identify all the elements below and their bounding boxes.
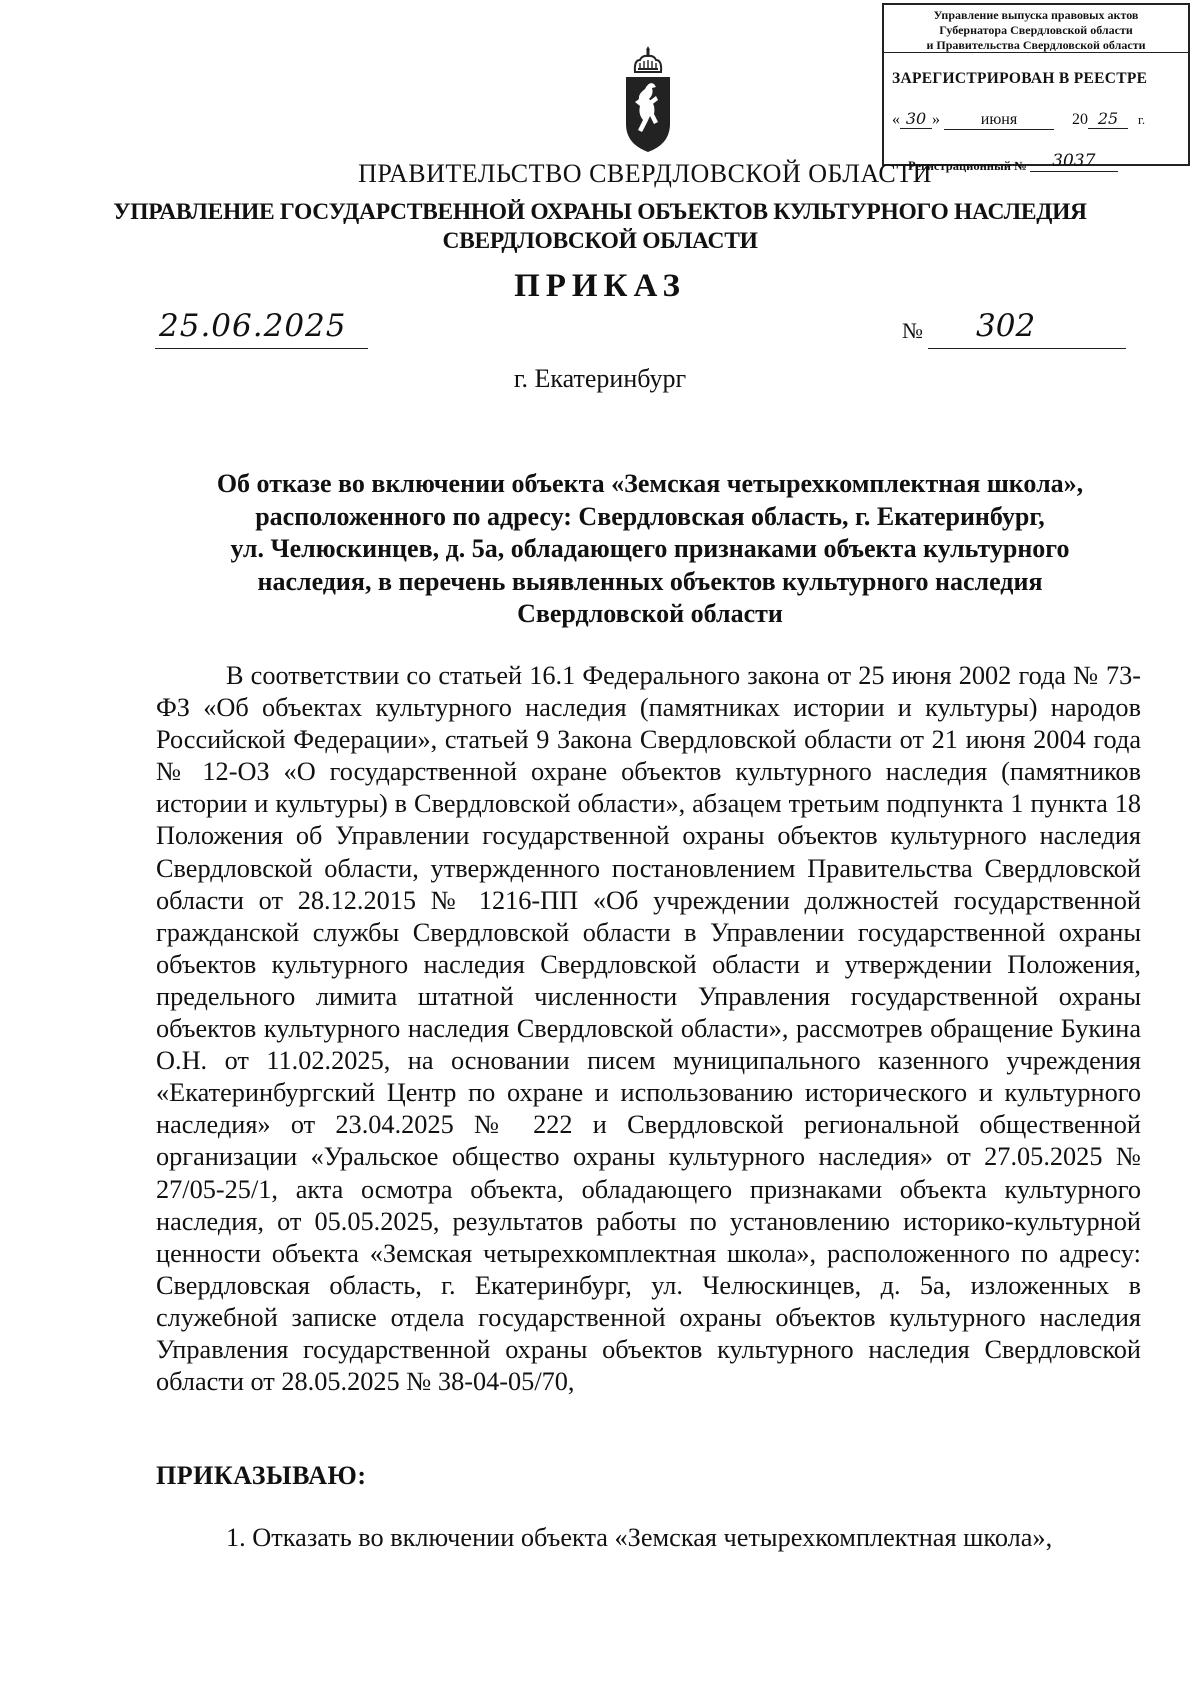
order-title-line: Свердловской области [517,599,783,628]
order-city: г. Екатеринбург [513,364,687,393]
order-title-line: наследия, в перечень выявленных объектов культурного наследия [257,566,1043,596]
order-title-line: ул. Челюскинцев, д. 5а, обладающего признаками объекта культурного [230,534,1070,563]
document-type: ПРИКАЗ [514,268,686,304]
registration-stamp [882,3,1190,173]
department-name-line-1: УПРАВЛЕНИЕ ГОСУДАРСТВЕННОЙ ОХРАНЫ ОБЪЕКТОВ КУЛЬТУРНОГО НАСЛЕДИЯ [113,199,1087,225]
stamp-year-abbr: г. [1138,112,1146,127]
stamp-registered-label: ЗАРЕГИСТРИРОВАН В РЕЕСТРЕ [892,70,1148,87]
preamble-paragraph: В соответствии со статьей 16.1 Федерального закона от 25 июня 2002 года № 73-ФЗ «Об объектах культурного наследия (памятниках истории и культуры) народов Российской Федерации», статьей 9 Закона Свердловской области от 21 июня 2004 года № 12-ОЗ «О государственной охране объектов культурного наследия (памятников истории и культуры) в Свердловской области», абзацем третьим подпункта 1 пункта 18 Положения об Управлении государственной охраны объектов культурного наследия Свердловской области, утвержденного постановлением Правительства Свердловской области от 28.12.2015 № 1216-ПП «Об учреждении должностей государственной гражданской службы Свердловской области в Управлении государственной охраны объектов культурного наследия Свердловской области и утверждении Положения, предельного лимита штатной численности Управления государственной охраны объектов культурного наследия Свердловской области», рассмотрев обращение Букина О.Н. от 11.02.2025, на основании писем муниципального казенного учреждения «Екатеринбургский Центр по охране и использованию исторического и культурного наследия» от 23.04.2025 № 222 и Свердловской региональной общественной организации «Уральское общество охраны культурного наследия» от 27.05.2025 № 27/05-25/1, акта осмотра объекта, обладающего признаками объекта культурного наследия, от 05.05.2025, результатов работы по установлению историко-культурной ценности объекта «Земская четырехкомплектная школа», расположенного по адресу: Свердловская область, г. Екатеринбург, ул. Челюскинцев, д. 5а, изложенных в служебной записке отдела государственной охраны объектов культурного наследия Управления государственной охраны объектов культурного наследия Свердловской области от 28.05.2025 № 38-04-05/70, [156,661,1141,1397]
order-title [150,468,1150,631]
order-date-handwritten: 25.06.2025 [159,308,347,344]
stamp-month: июня [944,111,1054,130]
stamp-year-prefix: 20 [1072,111,1088,128]
order-number-handwritten: 302 [976,308,1036,344]
stamp-date-row [892,109,1145,130]
order-number-field [928,306,1126,349]
stamp-header [884,5,1188,53]
coat-of-arms-icon [618,44,678,156]
government-name: ПРАВИТЕЛЬСТВО СВЕРДЛОВСКОЙ ОБЛАСТИ [358,159,932,188]
stamp-header-line: и Правительства Свердловской области [926,38,1146,52]
order-title-line: Об отказе во включении объекта «Земская четырехкомплектная школа», [216,469,1084,498]
stamp-open-quote: « [892,111,900,128]
order-date-field [155,306,368,349]
order-title-line: расположенного по адресу: Свердловская область, г. Екатеринбург, [255,501,1045,531]
stamp-year-suffix: 25 [1088,109,1128,129]
order-number-label: № [902,318,923,343]
stamp-close-quote: » [932,111,940,128]
department-name-line-2: СВЕРДЛОВСКОЙ ОБЛАСТИ [442,228,758,254]
stamp-reg-number: 3037 [1030,151,1118,172]
order-item-1: 1. Отказать во включении объекта «Земская четырехкомплектная школа», [226,1523,1053,1552]
decree-word: ПРИКАЗЫВАЮ: [156,1461,367,1490]
stamp-day: 30 [900,109,932,129]
stamp-header-line: Губернатора Свердловской области [939,23,1133,37]
stamp-reg-label: Регистрационный № [908,159,1027,173]
stamp-header-line: Управление выпуска правовых актов [933,8,1139,22]
